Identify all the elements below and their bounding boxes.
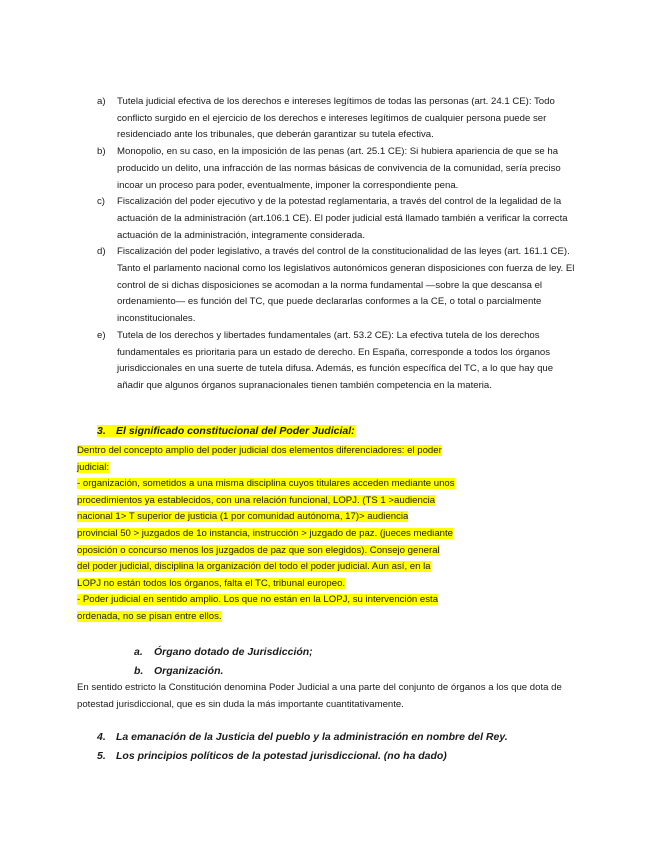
subsection-item (134, 643, 313, 662)
subsection-list (134, 643, 313, 681)
list-item (77, 244, 582, 328)
subsection-text: Órgano dotado de Jurisdicción; (154, 646, 313, 658)
highlighted-notes (77, 443, 507, 626)
rights-list (77, 94, 582, 395)
highlighted-line: judicial: (77, 461, 109, 473)
list-item-text: Tutela de los derechos y libertades fundamentales (art. 53.2 CE): La efectiva tutela de los derechos fundamentales es prioritaria para un estado de derecho. En España, corresponde a todos los órganos jurisdiccionales en una suerte de tutela difusa. Además, es función específica del TC, a lo que hay que añadir que algunos órganos supranacionales tienen también competencia en la materia. (117, 329, 554, 391)
section-number: 3. (97, 425, 106, 437)
highlighted-line: oposición o concurso menos los juzgados de paz que son elegidos). Consejo general (77, 544, 440, 556)
highlighted-line: Dentro del concepto amplio del poder judicial dos elementos diferenciadores: el poder (77, 445, 442, 456)
list-item (77, 94, 582, 144)
section-number: 5. (97, 750, 106, 762)
highlighted-line: - organización, sometidos a una misma disciplina cuyos titulares acceden mediante unos (77, 478, 455, 490)
subsection-marker: a. (134, 646, 143, 658)
section-heading (97, 728, 508, 747)
section-heading-text: Los principios políticos de la potestad jurisdiccional. (no ha dado) (116, 750, 447, 762)
section-number: 4. (97, 731, 106, 743)
section-headings (97, 728, 508, 766)
highlighted-line: nacional 1> T superior de justicia (1 por comunidad autónoma, 17)> audiencia (77, 511, 409, 523)
list-marker: e) (97, 329, 106, 341)
body-paragraph: En sentido estricto la Constitución denomina Poder Judicial a una parte del conjunto de órganos a los que dota de potestad jurisdiccional, que es sin duda la más importante cuantitativamente. (77, 682, 562, 710)
section-3-heading (97, 425, 355, 437)
highlighted-line: LOPJ no están todos los órganos, falta el TC, tribunal europeo. (77, 577, 346, 589)
highlighted-line: - Poder judicial en sentido amplio. Los que no están en la LOPJ, su intervención esta (77, 594, 439, 606)
section-heading-text: La emanación de la Justicia del pueblo y la administración en nombre del Rey. (116, 731, 508, 743)
list-item-text: Tutela judicial efectiva de los derechos e intereses legítimos de todas las personas (art. 24.1 CE): Todo conflicto surgido en el ejercicio de los derechos e intereses legítimos de cualquier persona puede ser residenciado ante los tribunales, que deberán garantizar su tutela efectiva. (117, 96, 555, 141)
subsection-marker: b. (134, 665, 144, 677)
list-marker: c) (97, 196, 105, 208)
list-marker: d) (97, 246, 106, 258)
section-title: El significado constitucional del Poder Judicial: (116, 425, 355, 437)
highlighted-line: provincial 50 > juzgados de 1o instancia, instrucción > juzgado de paz. (jueces mediante (77, 527, 453, 539)
highlighted-line: procedimientos ya establecidos, con una relación funcional, LOPJ. (TS 1 >audiencia (77, 494, 436, 506)
list-item-text: Fiscalización del poder ejecutivo y de la potestad reglamentaria, a través del control de la legalidad de la actuación de la administración (art.106.1 CE). El poder judicial está llamado también a verificar la correcta actuación de la administración, integramente considerada. (117, 196, 568, 241)
highlighted-line: del poder judicial, disciplina la organización del todo el poder judicial. Aun así, en la (77, 561, 431, 573)
subsection-item (134, 662, 313, 681)
list-item (77, 144, 582, 194)
section-heading (97, 747, 508, 766)
list-item-text: Fiscalización del poder legislativo, a través del control de la constitucionalidad de las leyes (art. 161.1 CE). Tanto el parlamento nacional como los legislativos autonómicos generan disposiciones con fuerza de ley. El control de si dichas disposiciones se acomodan a la norma fundamental —sobre la que descansa el ordenamiento— es función del TC, que puede declararlas conformes a la CE, o total o parcialmente inconstitucionales. (117, 246, 575, 325)
list-marker: b) (97, 146, 106, 158)
list-item (77, 194, 582, 244)
subsection-text: Organización. (154, 665, 224, 677)
list-item (77, 328, 582, 395)
list-item-text: Monopolio, en su caso, en la imposición de las penas (art. 25.1 CE): Si hubiera apariencia de que se ha producido un delito, una infracción de las normas básicas de convivencia de la comunidad, sería preciso incoar un proceso para poder, eventualmente, imponer la correspondiente pena. (117, 146, 561, 191)
list-marker: a) (97, 96, 106, 107)
highlighted-line: ordenada, no se pisan entre ellos. (77, 610, 222, 622)
